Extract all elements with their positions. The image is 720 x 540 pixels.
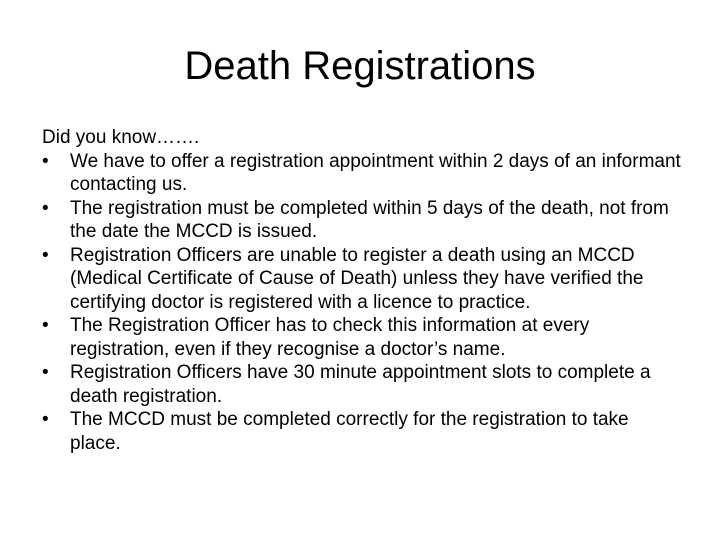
- slide-title: Death Registrations: [184, 44, 536, 88]
- list-item-text: Registration Officers are unable to register a death using an MCCD (Medical Certificate of Cause of Death) unless they have verified the certifying doctor is registered with a licence to practice.: [70, 244, 644, 313]
- list-item-text: The Registration Officer has to check this information at every registration, even if they recognise a doctor’s name.: [70, 315, 590, 360]
- slide-body: [42, 126, 682, 455]
- list-item: [42, 361, 682, 408]
- bullet-icon: •: [42, 244, 49, 266]
- list-item: [42, 314, 682, 361]
- list-item: [42, 197, 682, 244]
- list-item: [42, 150, 682, 197]
- bullet-icon: •: [42, 409, 49, 430]
- bullet-list: [42, 150, 682, 456]
- intro-text: Did you know…….: [42, 127, 200, 148]
- bullet-icon: •: [42, 315, 49, 336]
- bullet-icon: •: [42, 150, 49, 172]
- list-item-text: The registration must be completed within 5 days of the death, not from the date the MCCD is issued.: [70, 197, 669, 242]
- bullet-icon: •: [42, 197, 49, 219]
- list-item-text: The MCCD must be completed correctly for the registration to take place.: [70, 409, 629, 454]
- list-item-text: Registration Officers have 30 minute appointment slots to complete a death registration.: [70, 362, 651, 407]
- list-item: [42, 408, 682, 455]
- bullet-icon: •: [42, 362, 49, 383]
- list-item: [42, 244, 682, 315]
- list-item-text: We have to offer a registration appointment within 2 days of an informant contacting us.: [70, 150, 681, 195]
